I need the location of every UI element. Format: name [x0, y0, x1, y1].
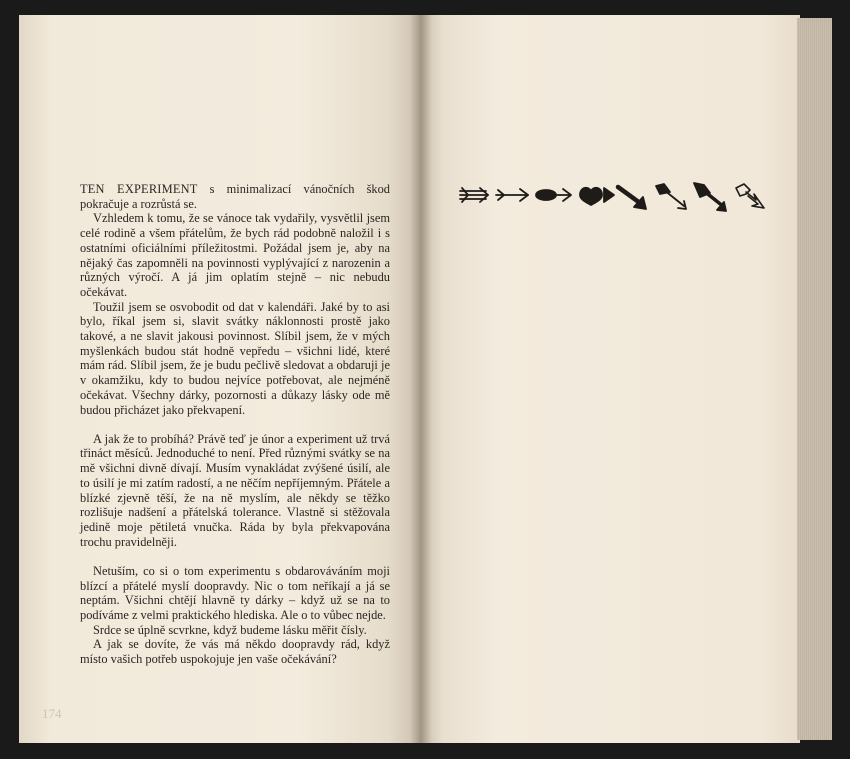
paragraph-7: A jak se dovíte, že vás má někdo doopravdy rád, když místo vašich potřeb uspokojuje jen vaše očekávání?	[80, 637, 390, 667]
paragraph-2: Vzhledem k tomu, že se vánoce tak vydařily, vysvětlil jsem celé rodině a všem přátelům, že bych rád podobně naložil i s ostatními oficiálními příležitostmi. Požádal jsem je, aby na nějaký čas zapomněli na povinnosti vyplývající z narozenin a různých výročí. A já jim oplatím stejně – nic nebudu očekávat.	[80, 211, 390, 299]
arrow-2-icon	[496, 189, 528, 201]
arrow-5-icon	[618, 187, 646, 209]
paragraph-lead: TEN EXPERIMENT	[80, 182, 198, 196]
page-number: 174	[42, 706, 62, 721]
arrow-8-icon	[736, 184, 764, 208]
page-edges	[797, 18, 832, 740]
arrow-7-icon	[694, 183, 726, 211]
paragraph-5: Netuším, co si o tom experimentu s obdarováváním moji blízcí a přátelé myslí doopravdy. Nic o tom neříkají a já se neptám. Všichni chtějí hlavně ty dárky – když už se na to podíváme z velmi praktického hlediska. Ale o to vůbec nejde.	[80, 563, 390, 622]
arrow-1-icon	[460, 188, 488, 202]
paragraph-1: TEN EXPERIMENT s minimalizací vánočních škod pokračuje a rozrůstá se.	[80, 182, 390, 211]
arrow-4-icon	[580, 188, 614, 205]
arrow-3-icon	[536, 189, 571, 201]
paragraph-3: Toužil jsem se osvobodit od dat v kalendáři. Jaké by to asi bylo, říkal jsem si, slavit svátky náklonnosti prostě jako takové, a ne slavit jakousi povinnost. Slíbil jsem, že v mých myšlenkách budou stát hodně vepředu – všichni lidé, které mám rád. Slíbil jsem, že je budu pečlivě sledovat a obdaruji je v okamžiku, kdy to budou nejvíce potřebovat, ale nejméně očekávat. Všechny dárky, pozornosti a důkazy lásky ode mě budou přicházet jako překvapení.	[80, 299, 390, 417]
book-gutter	[410, 15, 432, 743]
right-page	[420, 15, 800, 743]
paragraph-4: A jak že to probíhá? Právě teď je únor a experiment už trvá třináct měsíců. Jednoduché to není. Před různými svátky se na mě všichni divně dívají. Musím vynakládat zvýšené úsilí, ale to úsilí je mi zatím radostí, a ne něčím nepříjemným. Přátele a blízké zjevně těší, že na ně myslím, ale někdy se těžko rozlišuje nadšení a přátelská tolerance. Vlastně si stěžovala jedině moje pětiletá vnučka. Ráda by byla překvapována trochu pravidelněji.	[80, 431, 390, 549]
paragraph-6: Srdce se úplně scvrkne, když budeme lásku měřit čísly.	[93, 622, 367, 637]
arrow-sequence-icon	[458, 178, 770, 218]
left-page-text	[80, 182, 390, 667]
arrow-6-icon	[656, 184, 686, 209]
